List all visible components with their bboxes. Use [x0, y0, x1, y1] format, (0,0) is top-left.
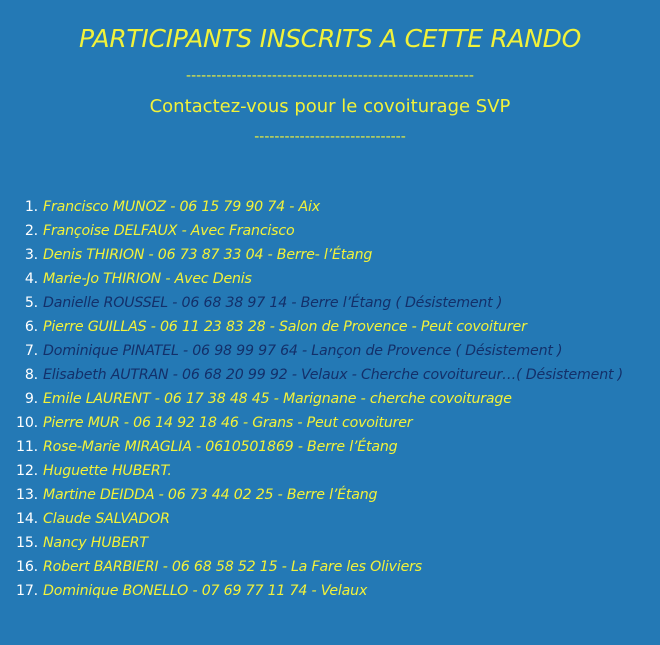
participant-entry: Martine DEIDDA - 06 73 44 02 25 - Berre l’Étang	[43, 487, 378, 503]
list-item	[0, 195, 623, 219]
list-item	[0, 387, 623, 411]
list-item	[0, 459, 623, 483]
participant-entry: Françoise DELFAUX - Avec Francisco	[43, 223, 295, 239]
subtitle: Contactez-vous pour le covoiturage SVP	[149, 96, 511, 117]
list-item	[0, 339, 623, 363]
list-item	[0, 219, 623, 243]
list-number: 17.	[16, 583, 38, 599]
list-number: 8.	[24, 367, 38, 383]
participant-entry: Pierre GUILLAS - 06 11 23 83 28 - Salon de Provence - Peut covoiturer	[43, 319, 527, 335]
participant-entry: Emile LAURENT - 06 17 38 48 45 - Marignane - cherche covoiturage	[43, 391, 512, 407]
list-number: 7.	[24, 343, 38, 359]
divider-bottom: ------------------------------	[254, 129, 406, 145]
list-number: 11.	[16, 439, 38, 455]
list-number: 2.	[24, 223, 38, 239]
participant-entry: Dominique PINATEL - 06 98 99 97 64 - Lançon de Provence ( Désistement )	[43, 343, 563, 359]
list-item	[0, 243, 623, 267]
list-item	[0, 291, 623, 315]
list-number: 3.	[24, 247, 38, 263]
list-number: 1.	[24, 199, 38, 215]
participant-entry: Danielle ROUSSEL - 06 68 38 97 14 - Berre l’Étang ( Désistement )	[43, 295, 503, 311]
list-item	[0, 579, 623, 603]
list-item	[0, 531, 623, 555]
list-item	[0, 411, 623, 435]
participant-entry: Nancy HUBERT	[43, 535, 148, 551]
page-title: PARTICIPANTS INSCRITS A CETTE RANDO	[79, 24, 581, 53]
list-number: 5.	[24, 295, 38, 311]
list-item	[0, 555, 623, 579]
list-number: 15.	[16, 535, 38, 551]
list-number: 12.	[16, 463, 38, 479]
list-item	[0, 267, 623, 291]
participant-entry: Marie-Jo THIRION - Avec Denis	[43, 271, 252, 287]
participant-entry: Claude SALVADOR	[43, 511, 170, 527]
participant-entry: Rose-Marie MIRAGLIA - 0610501869 - Berre l’Étang	[43, 439, 398, 455]
participant-entry: Robert BARBIERI - 06 68 58 52 15 - La Fare les Oliviers	[43, 559, 422, 575]
list-number: 9.	[24, 391, 38, 407]
participant-entry: Huguette HUBERT.	[43, 463, 172, 479]
list-number: 13.	[16, 487, 38, 503]
participant-entry: Dominique BONELLO - 07 69 77 11 74 - Velaux	[43, 583, 368, 599]
list-number: 4.	[24, 271, 38, 287]
list-number: 6.	[24, 319, 38, 335]
participant-list	[0, 195, 623, 603]
participant-entry: Francisco MUNOZ - 06 15 79 90 74 - Aix	[43, 199, 320, 215]
list-item	[0, 507, 623, 531]
list-item	[0, 435, 623, 459]
participant-entry: Pierre MUR - 06 14 92 18 46 - Grans - Peut covoiturer	[43, 415, 413, 431]
list-number: 16.	[16, 559, 38, 575]
list-number: 10.	[16, 415, 38, 431]
divider-top: ---------------------------------------------------------	[186, 68, 474, 84]
list-number: 14.	[16, 511, 38, 527]
list-item	[0, 483, 623, 507]
participant-entry: Denis THIRION - 06 73 87 33 04 - Berre- l’Étang	[43, 247, 373, 263]
participant-entry: Elisabeth AUTRAN - 06 68 20 99 92 - Velaux - Cherche covoitureur…( Désistement )	[43, 367, 623, 383]
list-item	[0, 363, 623, 387]
list-item	[0, 315, 623, 339]
